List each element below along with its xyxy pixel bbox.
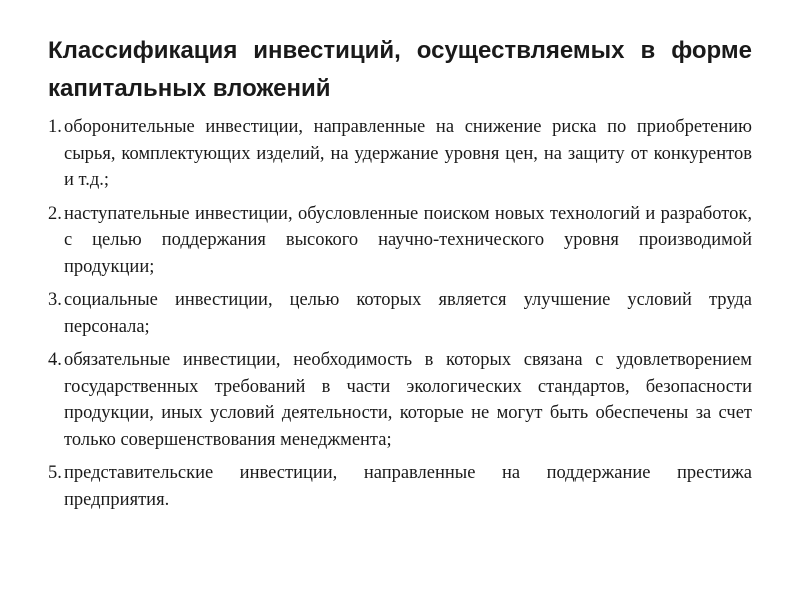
list-item-text: наступательные инвестиции, обусловленные поиском новых технологий и разработок, с целью поддержания высокого научно-технического уровня производимой продукции;: [64, 203, 752, 277]
list-item-number: 3.: [48, 290, 62, 310]
list-item: [48, 347, 752, 453]
investment-list: [48, 114, 752, 513]
slide: [48, 32, 752, 520]
slide-title: Классификация инвестиций, осуществляемых в форме капитальных вложений: [48, 37, 752, 102]
list-item: [48, 287, 752, 340]
list-item-text: оборонительные инвестиции, направленные на снижение риска по приобретению сырья, комплектующих изделий, на удержание уровня цен, на защиту от конкурентов и т.д.;: [64, 117, 752, 190]
list-item: [48, 460, 752, 513]
list-item-number: 1.: [48, 117, 62, 137]
list-item-text: социальные инвестиции, целью которых является улучшение условий труда персонала;: [64, 290, 752, 337]
list-item-text: представительские инвестиции, направленные на поддержание престижа предприятия.: [64, 463, 752, 510]
list-item-number: 5.: [48, 463, 62, 483]
list-item-number: 2.: [48, 203, 62, 224]
list-item-number: 4.: [48, 350, 62, 370]
list-item: [48, 114, 752, 194]
list-item: [48, 201, 752, 281]
list-item-text: обязательные инвестиции, необходимость в которых связана с удовлетворением государственных требований в части экологических стандартов, безопасности продукции, иных условий деятельности, которые не могут быть обеспечены за счет только совершенствования менеджмента;: [64, 350, 752, 450]
